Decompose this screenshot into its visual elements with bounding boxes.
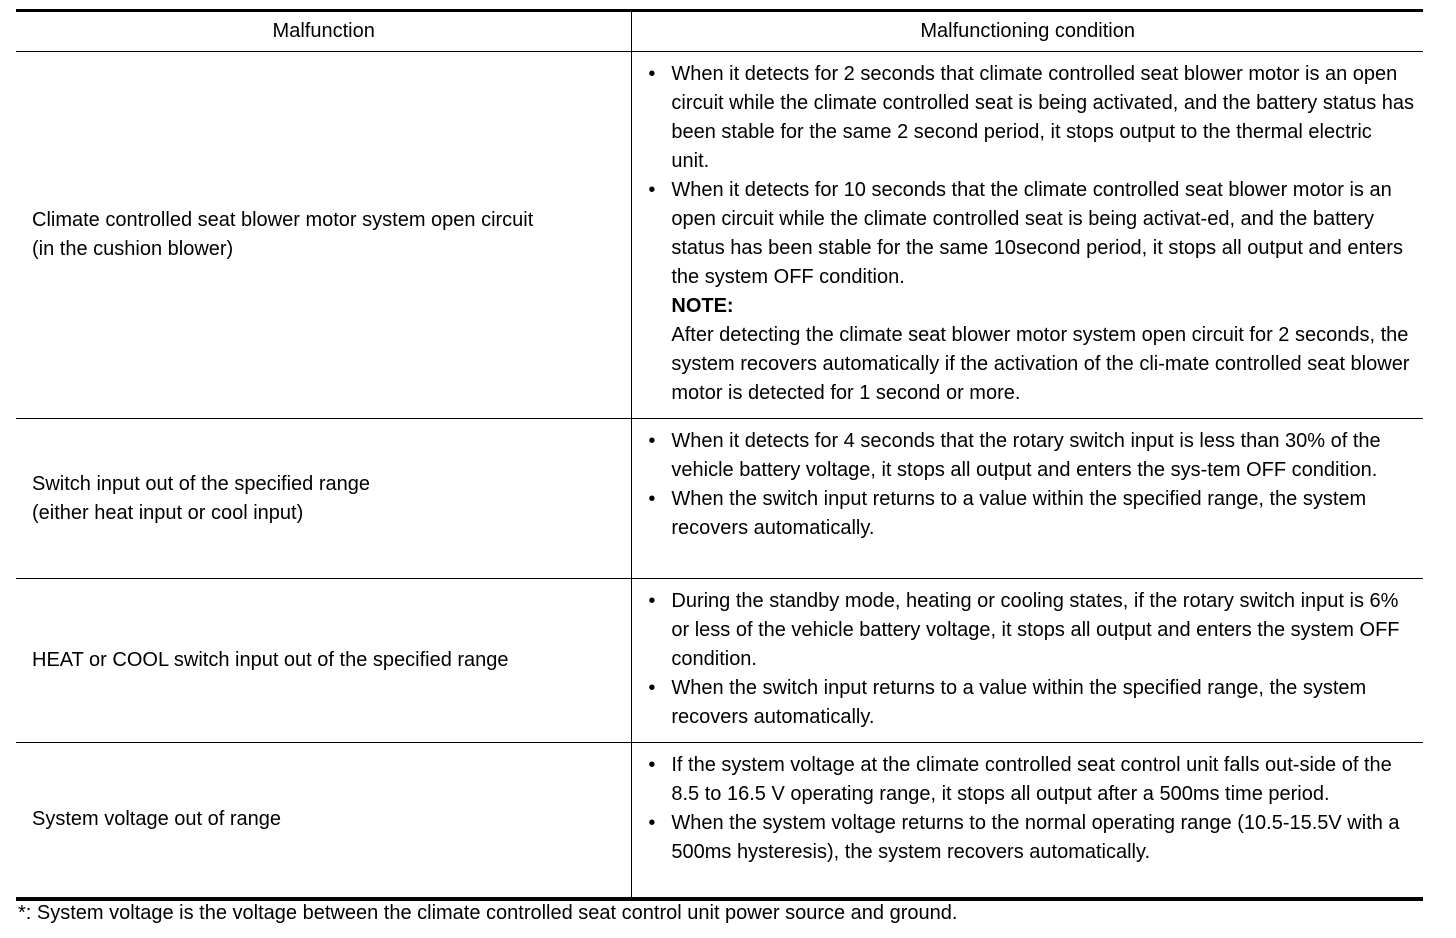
- malfunction-line: (either heat input or cool input): [32, 501, 304, 524]
- malfunction-cell: [16, 743, 632, 899]
- bullet-icon: •: [648, 488, 656, 510]
- condition-item: [632, 587, 1415, 674]
- note-text: After detecting the climate seat blower motor system open circuit for 2 seconds, the system recovers automatically if the activation of the cli-mate controlled seat blower motor is detected for 1 second or more.: [671, 324, 1410, 404]
- condition-list: [632, 60, 1415, 408]
- condition-item: [632, 674, 1415, 732]
- condition-text: When the switch input returns to a value within the specified range, the system recovers automatically.: [671, 488, 1367, 539]
- note-label: NOTE:: [671, 295, 734, 317]
- condition-item: [632, 60, 1415, 176]
- bullet-icon: •: [648, 430, 656, 452]
- condition-cell: [632, 579, 1423, 743]
- condition-item: [632, 176, 1415, 408]
- malfunction-line: Switch input out of the specified range: [32, 472, 370, 495]
- malfunction-line: System voltage out of range: [32, 808, 282, 831]
- condition-text: When it detects for 10 seconds that the climate controlled seat blower motor is an open circuit while the climate controlled seat is being activat-ed, and the battery status has been stable for the same 10second period, it stops all output and enters the system OFF condition.: [671, 179, 1403, 288]
- condition-item: [632, 809, 1415, 867]
- malfunction-cell: [16, 419, 632, 579]
- table-header-row: [16, 11, 1423, 52]
- condition-text: When it detects for 4 seconds that the rotary switch input is less than 30% of the vehicle battery voltage, it stops all output and enters the sys-tem OFF condition.: [671, 430, 1381, 481]
- condition-cell: [632, 52, 1423, 419]
- condition-cell: [632, 419, 1423, 579]
- condition-text: When the switch input returns to a value within the specified range, the system recovers automatically.: [671, 677, 1367, 728]
- condition-item: [632, 427, 1415, 485]
- table-row: [16, 419, 1423, 579]
- condition-item: [632, 751, 1415, 809]
- bullet-icon: •: [648, 677, 656, 699]
- condition-list: [632, 427, 1415, 543]
- malfunction-line: (in the cushion blower): [32, 238, 234, 260]
- column-header-condition: Malfunctioning condition: [632, 11, 1423, 52]
- condition-text: When the system voltage returns to the normal operating range (10.5-15.5V with a 500ms hysteresis), the system recovers automatically.: [671, 812, 1400, 863]
- malfunction-cell: [16, 579, 632, 743]
- condition-text: During the standby mode, heating or cooling states, if the rotary switch input is 6% or less of the vehicle battery voltage, it stops all output and enters the system OFF condition.: [671, 590, 1400, 670]
- table-row: [16, 743, 1423, 899]
- bullet-icon: •: [648, 754, 656, 776]
- malfunction-line: Climate controlled seat blower motor system open circuit: [32, 209, 534, 231]
- condition-text: If the system voltage at the climate controlled seat control unit falls out-side of the 8.5 to 16.5 V operating range, it stops all output after a 500ms time period.: [671, 754, 1392, 805]
- bullet-icon: •: [648, 63, 656, 85]
- malfunction-cell: [16, 52, 632, 419]
- bullet-icon: •: [648, 812, 656, 834]
- bullet-icon: •: [648, 590, 656, 612]
- column-header-malfunction: Malfunction: [16, 11, 632, 52]
- condition-list: [632, 751, 1415, 867]
- table-row: [16, 579, 1423, 743]
- footnote: *: System voltage is the voltage between the climate controlled seat control unit power source and ground.: [18, 902, 958, 924]
- condition-cell: [632, 743, 1423, 899]
- table-row: [16, 52, 1423, 419]
- condition-item: [632, 485, 1415, 543]
- condition-text: When it detects for 2 seconds that climate controlled seat blower motor is an open circuit while the climate controlled seat is being activated, and the battery status has been stable for the same 2 second period, it stops output to the thermal electric unit.: [671, 63, 1414, 172]
- condition-list: [632, 587, 1415, 732]
- bullet-icon: •: [648, 179, 656, 201]
- malfunction-table: [16, 9, 1423, 901]
- malfunction-line: HEAT or COOL switch input out of the specified range: [32, 649, 509, 671]
